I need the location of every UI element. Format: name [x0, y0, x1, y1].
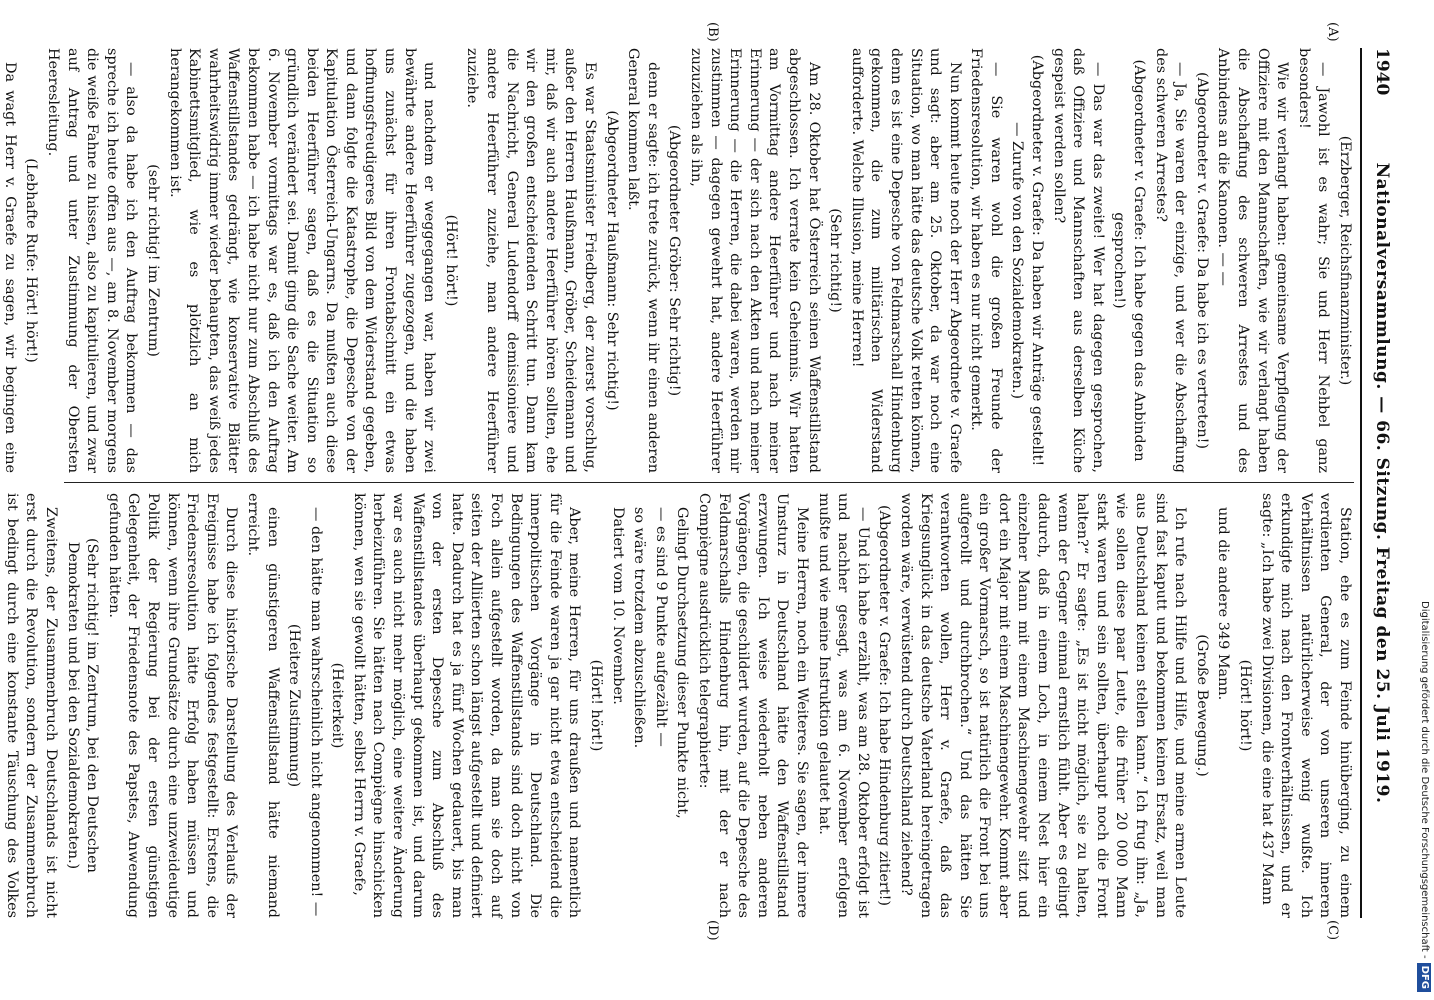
paragraph: (sehr richtig! im Zentrum): [144, 164, 161, 357]
paragraph: — den hätte man wahrscheinlich nicht angenommen! —: [307, 507, 324, 917]
header-rule: [1360, 48, 1362, 918]
paragraph: so wäre trotzdem abzuschließen.: [631, 507, 648, 749]
margin-letter-d: (D): [705, 920, 720, 941]
page-title: Nationalversammlung. — 66. Sitzung. Freitag den 25. Juli 1919.: [1372, 162, 1392, 804]
paragraph: (Heiterkeit): [329, 662, 346, 749]
paragraph: Wie wir verlangt haben: gemeinsame Verpflegung der Offiziere mit den Mannschaften, wie wir verlangt haben die Abschaffung des schweren Arrestes und des Anbindens an die Kanonen. — —: [1215, 48, 1291, 473]
paragraph: Da wagt Herr v. Graefe zu sagen, wir begingen eine: [1, 62, 18, 473]
paragraph: Station, ehe es zum Feinde hinüberging, zu einem verdienten General, der von unseren inneren Verhältnissen natürlicherweise wenig wußte. Ich erkundigte mich nach den Frontverhältnissen, und er sagte: „Ich habe zwei Divisionen, die eine hat 437 Mann: [1258, 493, 1353, 918]
paragraph: (Lebhafte Rufe: Hört! hört!): [23, 158, 40, 363]
dfg-logo: DFG: [1417, 963, 1431, 992]
paragraph: (Große Bewegung.): [1193, 634, 1210, 777]
paragraph: und nachdem er weggegangen war, haben wir zwei bewährte andere Heerführer zugezogen, und die haben uns zunächst für ihren Frontabschnitt ein etwas hoffnungsfreudigeres Bild von dem Widerstand gegeben, und dann folgte die Katastrophe, die Depesche von der Kapitulation Österreich-Ungarns. Da mußten auch diese beiden Heerführer sagen, daß es die Situation so gründlich verändert sei. Damit ging die Sache weiter. Am 6. November vormittags war es, daß ich den Auftrag bekommen habe — ich habe nicht nur zum Abschluß des Waffenstillstandes gedrängt, wie konservative Blätter wahrheitswidrig immer wieder behaupten, das weiß jedes Kabinettsmitglied, wie es plötzlich an mich herangekommen ist.: [166, 48, 438, 473]
page-number: 1940: [1372, 48, 1392, 96]
paragraph: (Abgeordneter Gröber: Sehr richtig!): [666, 124, 683, 397]
credit-text: Digitalisierung gefördert durch die Deutsche Forschungsgemeinschaft -: [1419, 601, 1430, 959]
paragraph: (Sehr richtig!): [827, 208, 844, 313]
paragraph: Durch diese historische Darstellung des Verlaufs der Ereignisse habe ich folgendes festgestellt: Erstens, die Friedensresolution hätte Erfolg haben müssen und können, wenn ihre Grundsätze durch eine unzweideutige Politik der Regierung bei der ersten günstigen Gelegenheit, der Friedensnote des Papstes, Anwendung gefunden hätten.: [105, 493, 240, 918]
paragraph: — es sind 9 Punkte aufgezählt —: [652, 507, 669, 747]
paragraph: (Abgeordneter v. Graefe: Da haben wir Anträge gestellt! — Zurufe von den Sozialdemokraten.): [1009, 54, 1046, 467]
paragraph: (Hört! hört!): [1237, 659, 1254, 752]
paragraph: (Abgeordneter Haußmann: Sehr richtig!): [603, 110, 620, 411]
paragraph: Nun kommt heute noch der Herr Abgeordnete v. Graefe und sagt: aber am 25. Oktober, da war noch eine Situation, wo man hätte das deutsche Volk retten können, denn es ist eine Depesche von Feldmarschall Hindenburg gekommen, die zum militärischen Widerstand aufforderte. Welche Illusion, meine Herren!: [848, 48, 963, 473]
paragraph: — Und ich habe erzählt, was am 28. Oktober erfolgt ist und nachher gesagt, was am 6. November erfolgen mußte und wie meine Instruktion gelautet hat.: [815, 493, 871, 918]
margin-letter-a: (A): [1325, 22, 1340, 42]
paragraph: (Abgeordneter v. Graefe: Da habe ich es vertreten!): [1193, 71, 1210, 450]
paragraph: — Ja, Sie waren der einzige, und wer die Abschaffung des schweren Arrestes?: [1152, 48, 1189, 473]
paragraph: (Erzberger, Reichsfinanzminister.): [1337, 135, 1353, 386]
paragraph: Am 28. Oktober hat Österreich seinen Waffenstillstand abgeschlossen. Ich verrate kein Geheimnis. Wir hatten am Vormittag andere Heerführer und nach meiner Erinnerung — der sich nach den Akten und nach meiner Erinnerung — die Herren, die dabei waren, werden mir zustimmen — dagegen gewehrt hat, andere Heerführer zuzuziehen als ihn,: [688, 48, 822, 473]
paragraph: Meine Herren, noch ein Weiteres. Sie sagen, der innere Umsturz in Deutschland hätte den Waffenstillstand erzwungen. Ich weise wiederholt neben anderen Vorgängen, die geschildert wurden, auf die Depesche des Feldmarschalls Hindenburg hin, mit der er nach Compiègne ausdrücklich telegraphierte:: [696, 493, 810, 918]
paragraph: (Sehr richtig! im Zentrum, bei den Deutschen Demokraten und bei den Sozialdemokraten.): [64, 538, 101, 873]
paragraph: Datiert vom 10. November.: [609, 507, 626, 705]
paragraph: (Hört! hört!): [588, 659, 605, 752]
digitization-credit: [1416, 12, 1432, 992]
paragraph: (Heitere Zustimmung): [286, 623, 303, 788]
paragraph: (Abgeordneter v. Graefe: Ich habe Hindenburg zitiert!): [876, 505, 893, 906]
paragraph: Gelingt Durchsetzung dieser Punkte nicht,: [674, 507, 691, 819]
column-divider: [64, 482, 1354, 483]
right-column: [3, 493, 1354, 918]
paragraph: einen günstigeren Waffenstillstand hätte niemand erreicht.: [244, 493, 281, 918]
paragraph: Aber, meine Herren, für uns draußen und namentlich für die Feinde waren ja gar nicht etwa entscheidend die innerpolitischen Vorgänge in Deutschland. Die Bedingungen des Waffenstillstands sind doch nicht von Foch allein aufgestellt worden, da man sie doch auf seiten der Alliierten schon längst aufgestellt und definiert hatte. Dadurch hat es ja fünf Wochen gedauert, bis man von der ersten Depesche zum Abschluß des Waffenstillstandes überhaupt gekommen ist, und darum war es auch nicht mehr möglich, eine weitere Änderung herbeizuführen. Sie hätten nach Compiègne hinschicken können, wen sie gewollt hätten, selbst Herrn v. Graefe,: [350, 493, 583, 918]
paragraph: Zweitens, der Zusammenbruch Deutschlands ist nicht erst durch die Revolution, sondern der Zusammenbruch ist bedingt durch eine konstante Täuschung des Volkes: [3, 493, 59, 918]
paragraph: (Abgeordneter v. Graefe: Ich habe gegen das Anbinden gesprochen!): [1111, 59, 1148, 462]
left-column: [1, 48, 1354, 473]
margin-letter-b: (B): [705, 22, 720, 42]
paragraph: und die andere 349 Mann.: [1215, 507, 1232, 701]
paragraph: denn er sagte: ich trete zurück, wenn ihr einen anderen General kommen laßt.: [625, 48, 661, 473]
paragraph: — Das war das zweite! Wer hat dagegen gesprochen, daß Offiziere und Mannschaften aus derselben Küche gespeist werden sollen?: [1050, 48, 1106, 473]
paragraph: — Sie waren wohl die großen Freunde der Friedensresolution, wir haben es nur nicht gemerkt.: [968, 48, 1004, 473]
margin-letter-c: (C): [1325, 920, 1340, 941]
paragraph: (Hört! hört!): [442, 214, 459, 307]
paragraph: Es war Staatsminister Friedberg, der zuerst vorschlug, außer den Herren Haußmann, Gröber, Scheidemann und mir, daß wir auch andere Heerführer hören sollten, ehe wir den großen entscheidenden Schritt tun. Dann kam die Nachricht, General Ludendorff demissioniere und andere Heerführer zuziehe, man andere Heerführer zuziehe.: [464, 48, 599, 473]
page-header: [1362, 48, 1392, 918]
paragraph: — also da habe ich den Auftrag bekommen — das spreche ich heute offen aus —, am 8. November morgens die weiße Fahne zu hissen, also zu kapitulieren, und zwar auf Antrag und unter Zustimmung der Obersten Heeresleitung.: [45, 48, 140, 473]
document-page: [1, 8, 1410, 958]
paragraph: Ich rufe nach Hilfe und Hilfe, und meine armen Leute sind fast kaputt und bekommen keinen Ersatz, weil man aus Deutschland keinen stellen kann.“ Ich frug ihn: „Ja, wie sollen diese paar Leute, die früher 20 000 Mann stark waren und sein sollten, überhaupt noch die Front halten?“ Er sagte: „Es ist nicht möglich, sie zu halten, wenn der Gegner einmal ernstlich fühlt. Aber es gelingt dadurch, daß in einem Loch, in einem Nest hier ein einzelner Mann mit einem Maschinengewehr sitzt und dort ein Major mit einem Maschinengewehr. Kommt aber ein großer Vormarsch, so ist natürlich die Front bei uns aufgerollt und durchbrochen.“ Und das hätten Sie verantworten wollen, Herr v. Graefe, daß das Kriegsunglück in das deutsche Vaterland hereingetragen worden wäre, verwüstend durch Deutschland ziehend?: [897, 493, 1189, 918]
paragraph: — Jawohl ist es wahr; Sie und Herr Nehbel ganz besonders!: [1295, 48, 1332, 473]
